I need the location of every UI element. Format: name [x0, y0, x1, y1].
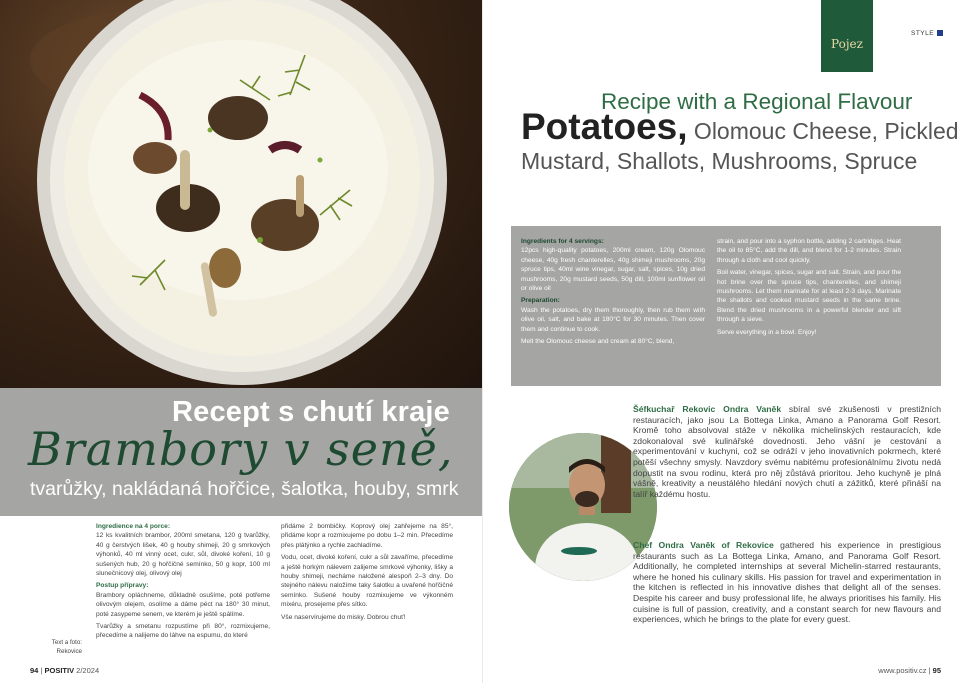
- recipe-kicker: Recipe with a Regional Flavour: [601, 89, 913, 114]
- right-folio: www.positiv.cz | 95: [878, 666, 941, 675]
- magazine-name: POSITIV: [44, 666, 75, 675]
- script-title: Brambory v seně,: [28, 422, 454, 476]
- preparation-text: strain, and pour into a syphon bottle, adding 2 cartridges. Heat the oil to 85°C, add the dill, and blend for 1-2 minutes. Strain through a cloth and cool quickly.: [717, 238, 901, 264]
- ingredients-text: 12pcs high-quality potatoes, 200ml cream, 120g Olomouc cheese, 40g fresh chanterelles, 40g shimeji mushrooms, 20g spruce tips, 40ml wine vinegar, sugar, salt, spices, 10g dried mushrooms, 20g mustard seeds, 50g dill, 100ml sunflower oil or olive oil: [521, 247, 705, 293]
- credit-name: Rekovice: [56, 648, 82, 655]
- preparation-heading: Preparation:: [521, 297, 560, 305]
- dish-illustration: [0, 0, 482, 388]
- issue-number: 2/2024: [76, 666, 100, 675]
- chef-name: Chef Ondra Vaněk of Rekovice: [633, 540, 774, 550]
- bio-text: sbíral své zkušenosti v prestižních restauracích, jako jsou La Bottega Linka, Amano a Panorama Golf Resort. Kromě toho absolvoval stáže v několika michelinských restauracích, kde zdokonaloval své kulinářské dovednosti. Jeho vášní je cestování a experimentování v kuchyni, což se odráží v jeho inovativních pokrmech, které potěší všechny smysly. Navzdory svému nabitému profesionálnímu životu nedá dopustit na svou rodinu, která pro něj zůstává prioritou. Jeho kuchyně je plná vášně, kreativity a neustálého hledání nových chutí a zážitků, které přináší na talíř každému hostu.: [633, 404, 941, 499]
- method-text: Vše naservírujeme do misky. Dobrou chuť!: [281, 613, 406, 621]
- website: www.positiv.cz: [878, 666, 927, 675]
- method-text: Tvarůžky a smetanu rozpustíme při 80°, rozmixujeme, přecedíme a nalijeme do láhve na espumu, do které: [96, 623, 270, 640]
- method-text: Brambory opláchneme, důkladně osušíme, poté potřeme olivovým olejem, osolíme a dáme péct na 180° 30 minut, poté zasypeme senem, ve kterém je ještě spálíme.: [96, 591, 270, 618]
- section-tag: [821, 0, 873, 72]
- preparation-text: Wash the potatoes, dry them thoroughly, then rub them with olive oil, salt, and bake at 180°C for 30 minutes. Then cover them and continue to cook.: [521, 306, 705, 333]
- left-folio: 94 | POSITIV 2/2024: [30, 666, 100, 675]
- section-tag-label: Pojez: [831, 37, 863, 51]
- credit-label: Text a foto:: [51, 639, 82, 646]
- method-text: Vodu, ocet, divoké koření, cukr a sůl zavaříme, přecedíme a ještě horkým nálevem zalijeme smrkové výhonky, lišky a houby shimeji, necháme naložené alespoň 2–3 dny. Do stejného nálevu naložíme taky šalotku a uvařené hořčičné semínko. Sušené houby rozmixujeme ve výkonném mixéru, prosejeme přes sítko.: [281, 554, 453, 609]
- chef-bio-czech: [633, 404, 941, 499]
- photo-credit: [30, 638, 82, 656]
- recipe-title-bold: Potatoes,: [521, 106, 688, 147]
- page-number: 94: [30, 666, 39, 675]
- ingredients-text: 12 ks kvalitních brambor, 200ml smetana, 120 g tvarůžky, 40 g čerstvých lišek, 40 g houby shimeji, 20 g smrkových výhonků, 40 ml vinný ocet, cukr, sůl, divoké koření, 10 g sušených hub, 20 g hořčičné semínko, 50 g kopr, 100 ml slunečnicový olej, olivový olej: [96, 532, 270, 578]
- chef-name: Šéfkuchař Rekovic Ondra Vaněk: [633, 404, 782, 414]
- page-subtitle: tvarůžky, nakládaná hořčice, šalotka, houby, smrk: [30, 478, 459, 500]
- chef-bio-english: [633, 540, 941, 625]
- method-heading: Postup přípravy:: [96, 582, 149, 590]
- bio-text: gathered his experience in prestigious restaurants such as La Bottega Linka, Amano, and Panorama Golf Resort. Additionally, he completed internships at several Michelin-starred restaurants, where he honed his culinary skills. His passion for travel and experimentation in the kitchen is reflected in his innovative dishes that delight all of the senses. Despite his career and busy professional life, he always prioritises his family. His cuisine is full of passion, creativity, and a constant search for new flavours and experiences, which he brings to the plate for every guest.: [633, 540, 942, 625]
- page-title: Recept s chutí kraje: [172, 396, 450, 428]
- dish-photo: [0, 0, 482, 388]
- preparation-text: Melt the Olomouc cheese and cream at 80°C, blend,: [521, 338, 675, 346]
- style-label: STYLE: [911, 30, 943, 37]
- recipe-title-rest: Olomouc Cheese, Pickled Mustard, Shallots, Mushrooms, Spruce: [521, 118, 959, 174]
- english-column-2: [717, 237, 901, 340]
- recipe-column-2: [281, 522, 453, 625]
- preparation-text: Boil water, vinegar, spices, sugar and salt. Strain, and pour the hot brine over the spruce tips, chanterelles, and shimeji mushrooms. Let them marinate for at least 2-3 days. Marinate the shallots and cooked mustard seeds in the same brine. Blend the dried mushrooms in a powerful blender and sift through a sieve.: [717, 269, 901, 324]
- method-text: přidáme 2 bombičky. Koprový olej zahřejeme na 85°, přidáme kopr a rozmixujeme po dobu 1–2 min. Přecedíme přes plátýnko a rychle zachladíme.: [281, 523, 453, 549]
- recipe-column-1: [96, 522, 270, 644]
- preparation-text: Serve everything in a bowl. Enjoy!: [717, 328, 817, 336]
- ingredients-heading: Ingredience na 4 porce:: [96, 523, 171, 530]
- english-column-1: [521, 237, 705, 349]
- right-page: [483, 0, 965, 683]
- left-page: [0, 0, 482, 683]
- square-icon: [937, 30, 943, 36]
- recipe-title: [521, 106, 961, 176]
- ingredients-heading: Ingredients for 4 servings:: [521, 238, 604, 245]
- page-number: 95: [932, 666, 941, 675]
